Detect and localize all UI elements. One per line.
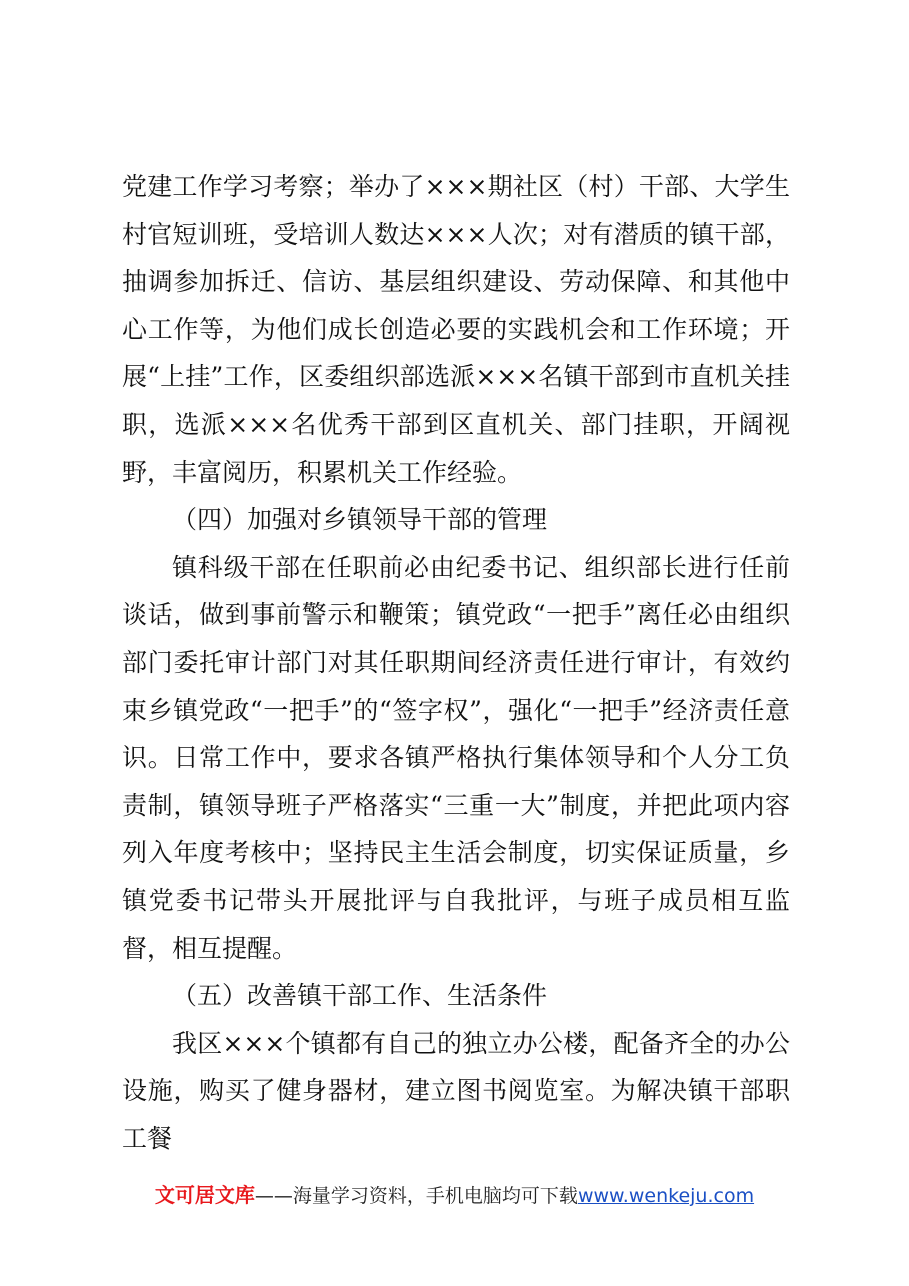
footer-site-link[interactable]: www.wenkeju.com [577, 1185, 755, 1207]
footer-slogan: ——海量学习资料，手机电脑均可下载 [254, 1185, 578, 1207]
paragraph-continued: 党建工作学习考察；举办了×××期社区（村）干部、大学生村官短训班，受培训人数达×××人次；对有潜质的镇干部，抽调参加拆迁、信访、基层组织建设、劳动保障、和其他中心工作等，为他们成长创造必要的实践机会和工作环境；开展“上挂”工作，区委组织部选派×××名镇干部到市直机关挂职，选派×××名优秀干部到区直机关、部门挂职，开阔视野，丰富阅历，积累机关工作经验。 [122, 172, 790, 487]
footer-banner [0, 1180, 909, 1211]
document-body [122, 163, 790, 1162]
section-heading-5: （五）改善镇干部工作、生活条件 [172, 981, 548, 1011]
paragraph-management: 镇科级干部在任职前必由纪委书记、组织部长进行任前谈话，做到事前警示和鞭策；镇党政“一把手”离任必由组织部门委托审计部门对其任职期间经济责任进行审计，有效约束乡镇党政“一把手”的“签字权”，强化“一把手”经济责任意识。日常工作中，要求各镇严格执行集体领导和个人分工负责制，镇领导班子严格落实“三重一大”制度，并把此项内容列入年度考核中；坚持民主生活会制度，切实保证质量，乡镇党委书记带头开展批评与自我批评，与班子成员相互监督，相互提醒。 [122, 552, 790, 963]
footer-brand: 文可居文库 [154, 1183, 255, 1207]
paragraph-conditions: 我区×××个镇都有自己的独立办公楼，配备齐全的办公设施，购买了健身器材，建立图书阅览室。为解决镇干部职工餐 [122, 1028, 790, 1153]
section-heading-4: （四）加强对乡镇领导干部的管理 [172, 505, 548, 535]
